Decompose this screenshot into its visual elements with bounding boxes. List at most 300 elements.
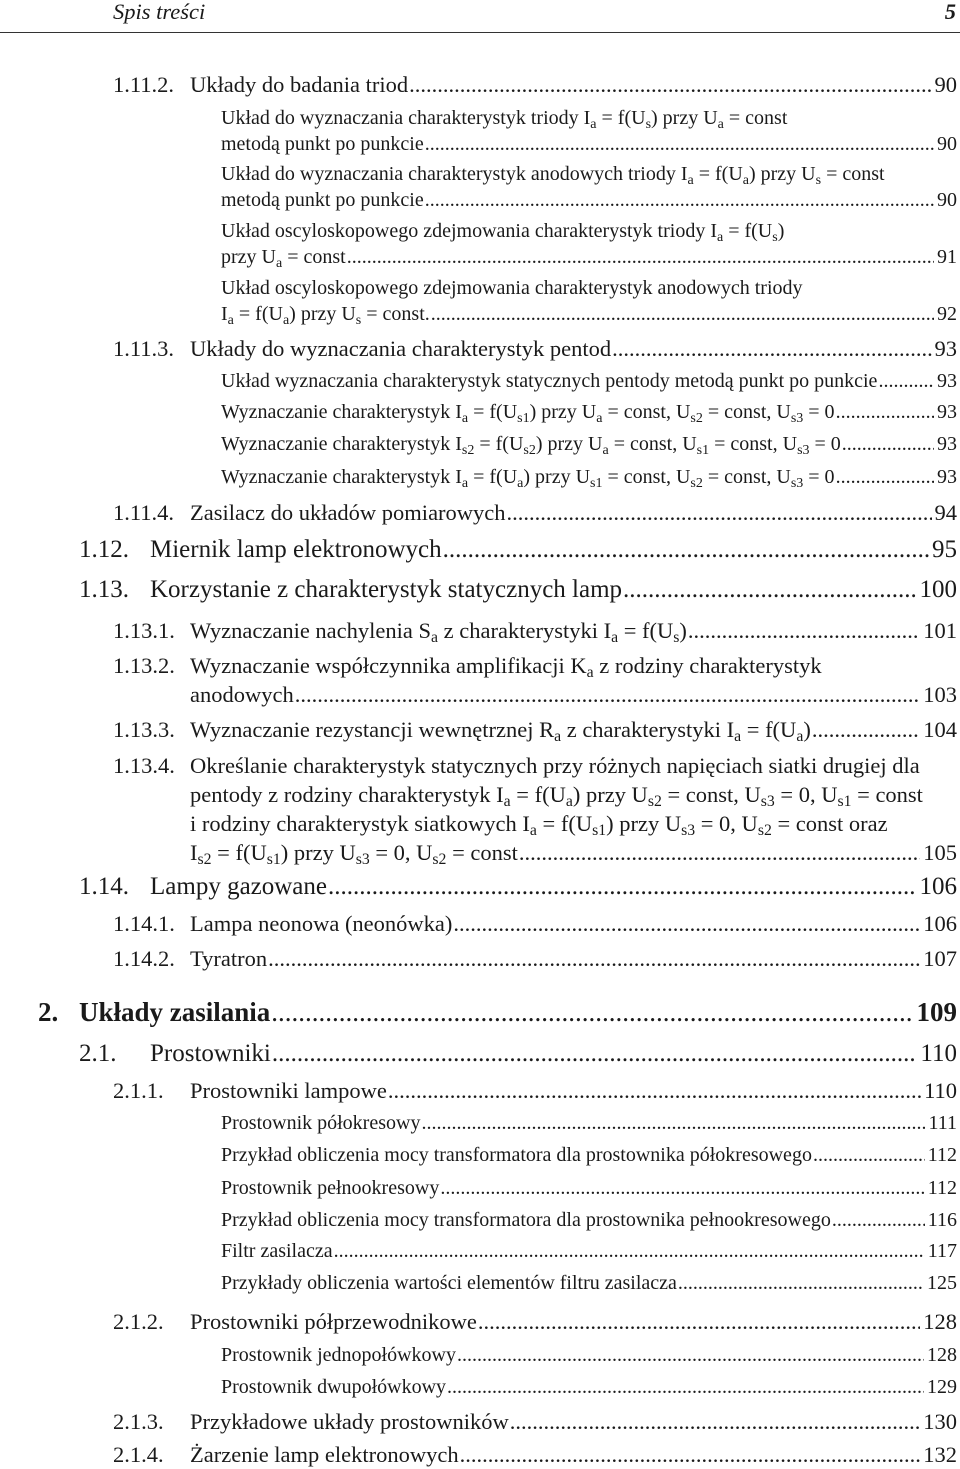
title-text: ) przy U (280, 839, 356, 865)
title-text: = f(U (536, 810, 593, 836)
entry-title (190, 616, 687, 645)
title-text: anodowych (190, 681, 294, 707)
entry-title (190, 1440, 459, 1469)
entry-line (221, 218, 957, 244)
entry-title (190, 944, 267, 973)
subscript: a (282, 312, 290, 328)
entry-title (190, 751, 920, 780)
entry-body (221, 161, 957, 213)
dot-leader (688, 616, 920, 645)
entry-title (190, 1407, 509, 1436)
page-number: 93 (937, 466, 957, 488)
entry-body (190, 1440, 957, 1469)
page-number: 128 (927, 1344, 957, 1366)
dot-leader (836, 464, 934, 490)
subscript: s1 (592, 821, 607, 839)
toc-entry (221, 161, 957, 213)
entry-line (190, 944, 957, 973)
title-text: Układ oscyloskopowego zdejmowania charakterystyk anodowych triody (221, 277, 803, 299)
section-number: 2.1.2. (113, 1308, 164, 1334)
entry-title (221, 1374, 446, 1400)
title-text: Filtr zasilacza (221, 1240, 333, 1262)
title-text: = f(U (741, 716, 797, 742)
entry-title (221, 131, 424, 157)
toc-entry (113, 616, 957, 645)
subscript: s (355, 312, 362, 328)
title-text: = 0, U (695, 810, 758, 836)
subscript: s2 (690, 475, 703, 491)
title-text: ) przy U (529, 401, 597, 423)
page-number: 109 (916, 997, 957, 1027)
title-text: = const, U (608, 433, 697, 455)
entry-line (221, 131, 957, 157)
section-number: 1.14. (79, 873, 129, 900)
title-text: = const, U (702, 466, 791, 488)
toc-entry (113, 715, 957, 744)
subscript: a (590, 116, 597, 132)
entry-body (190, 334, 957, 363)
dot-leader (272, 1037, 918, 1071)
entry-body (221, 399, 957, 425)
toc-entry (113, 909, 957, 938)
dot-leader (268, 944, 920, 973)
subscript: s2 (523, 442, 536, 458)
entry-title (190, 498, 506, 527)
entry-line (190, 334, 957, 363)
toc-entry (221, 1270, 957, 1296)
title-text: = 0, U (774, 781, 838, 807)
page-number: 93 (937, 401, 957, 423)
page-number: 116 (927, 1209, 957, 1231)
title-text: Przykład obliczenia mocy transformatora dla prostownika półokresowego (221, 1144, 812, 1166)
title-text: ) przy U (651, 107, 718, 129)
entry-line (190, 809, 957, 838)
toc-entry (221, 431, 957, 457)
entry-line (221, 275, 957, 301)
dot-leader (678, 1270, 924, 1296)
title-text: I (221, 303, 228, 325)
entry-title (221, 275, 803, 301)
title-text: = const oraz (771, 810, 888, 836)
section-number: 1.13.4. (113, 752, 175, 778)
subscript: a (431, 628, 439, 646)
subscript: s (815, 172, 822, 188)
entry-line (190, 751, 957, 780)
title-text: Prostowniki półprzewodnikowe (190, 1308, 477, 1334)
entry-body (190, 751, 957, 867)
entry-body (150, 533, 957, 567)
subscript: s3 (681, 821, 696, 839)
page-number: 95 (932, 536, 957, 563)
entry-line (190, 1307, 957, 1336)
entry-body (79, 994, 957, 1030)
page-number: 94 (934, 499, 957, 525)
subscript: a (742, 172, 749, 188)
entry-body (150, 870, 957, 904)
title-text: Prostownik jednopołówkowy (221, 1344, 456, 1366)
entry-title (221, 187, 424, 213)
dot-leader (295, 680, 921, 709)
page-number: 117 (927, 1240, 957, 1262)
page-number: 130 (923, 1408, 957, 1434)
title-text: = f(U (233, 303, 283, 325)
folio-page-number: 5 (944, 0, 956, 24)
entry-body (150, 1037, 957, 1071)
page-number: 111 (928, 1112, 957, 1134)
entry-title (190, 334, 611, 363)
entry-title (190, 651, 822, 680)
page-number: 129 (927, 1376, 957, 1398)
entry-line (221, 1142, 957, 1168)
entry-body (221, 431, 957, 457)
title-text: Przykłady obliczenia wartości elementów filtru zasilacza (221, 1272, 677, 1294)
subscript: a (503, 792, 511, 810)
dot-leader (425, 131, 934, 157)
entry-body (221, 275, 957, 327)
entry-line (221, 187, 957, 213)
section-number: 2.1. (79, 1040, 117, 1067)
dot-leader (507, 498, 932, 527)
title-text: Układ do wyznaczania charakterystyk triody I (221, 107, 591, 129)
entry-body (221, 368, 957, 394)
title-text: metodą punkt po punkcie (221, 133, 424, 155)
title-text: = const (851, 781, 923, 807)
subscript: a (734, 727, 742, 745)
dot-leader (623, 573, 916, 607)
dot-leader (812, 715, 920, 744)
title-text: = const (446, 839, 518, 865)
subscript: a (717, 116, 724, 132)
dot-leader (453, 909, 920, 938)
title-text: Wyznaczanie charakterystyk I (221, 433, 462, 455)
subscript: s2 (461, 442, 475, 458)
title-text: = f(U (211, 839, 267, 865)
entry-title (190, 1076, 387, 1105)
dot-leader (328, 870, 916, 904)
subscript: a (461, 475, 469, 491)
entry-line (150, 573, 957, 607)
subscript: s1 (590, 475, 603, 491)
entry-title (221, 105, 787, 131)
section-number: 2.1.1. (113, 1077, 164, 1103)
section-number: 2.1.3. (113, 1408, 164, 1434)
toc-entry (113, 1440, 957, 1469)
title-text: metodą punkt po punkcie (221, 189, 424, 211)
entry-body (190, 1076, 957, 1105)
entry-line (79, 994, 957, 1030)
subscript: a (611, 628, 619, 646)
title-text: ) przy U (572, 781, 648, 807)
page-number: 103 (923, 681, 957, 707)
subscript: s3 (790, 410, 804, 426)
entry-title (221, 399, 835, 425)
entry-line (190, 1440, 957, 1469)
entry-line (190, 498, 957, 527)
page-number: 107 (923, 945, 957, 971)
entry-title (221, 368, 877, 394)
page-number: 91 (937, 246, 957, 268)
entry-title (150, 533, 442, 567)
title-text: ) przy U (748, 163, 816, 185)
title-text: Wyznaczanie rezystancji wewnętrznej R (190, 716, 555, 742)
title-text: ) (679, 617, 687, 643)
entry-body (221, 1110, 957, 1136)
title-text: = const, U (702, 401, 791, 423)
toc-entry (221, 1374, 957, 1400)
section-number: 1.14.2. (113, 945, 175, 971)
subscript: a (602, 442, 609, 458)
entry-line (150, 533, 957, 567)
page-number: 101 (923, 617, 957, 643)
toc-entry (221, 399, 957, 425)
entry-body (221, 464, 957, 490)
entry-title (190, 780, 923, 809)
subscript: s3 (355, 850, 370, 868)
dot-leader (478, 1307, 920, 1336)
title-text: = const, U (661, 781, 761, 807)
title-text: = f(U (693, 163, 743, 185)
subscript: s2 (432, 850, 447, 868)
title-text: przy U (221, 246, 276, 268)
subscript: a (716, 229, 724, 245)
entry-body (190, 616, 957, 645)
page-number: 106 (923, 910, 957, 936)
title-text: I (190, 839, 198, 865)
entry-body (150, 573, 957, 607)
entry-title (190, 680, 294, 709)
section-number: 1.11.3. (113, 335, 175, 361)
title-text: Wyznaczanie nachylenia S (190, 617, 432, 643)
entry-line (150, 1037, 957, 1071)
toc-entry (79, 870, 957, 904)
toc-entry (113, 498, 957, 527)
title-text: ) przy U (606, 810, 682, 836)
title-text: = const (723, 107, 788, 129)
title-text: Prostowniki lampowe (190, 1077, 387, 1103)
entry-body (221, 1374, 957, 1400)
title-text: = const (821, 163, 885, 185)
title-text: ) przy U (535, 433, 603, 455)
entry-body (190, 1307, 957, 1336)
page-number: 128 (923, 1308, 957, 1334)
entry-line (221, 1110, 957, 1136)
subscript: s (645, 116, 652, 132)
page-number: 132 (923, 1441, 957, 1467)
dot-leader (813, 1142, 925, 1168)
entry-line (221, 244, 957, 270)
subscript: a (796, 727, 804, 745)
title-text: Układ do wyznaczania charakterystyk anodowych triody I (221, 163, 688, 185)
toc-entry (113, 1307, 957, 1336)
entry-line (190, 780, 957, 809)
entry-line (221, 1175, 957, 1201)
toc-entry (221, 218, 957, 270)
title-text: Wyznaczanie współczynnika amplifikacji K (190, 652, 587, 678)
section-number: 1.13.1. (113, 617, 175, 643)
subscript: a (461, 410, 469, 426)
title-text: Wyznaczanie charakterystyk I (221, 401, 462, 423)
dot-leader (271, 994, 913, 1030)
entry-title (221, 1238, 333, 1264)
title-text: Korzystanie z charakterystyk statycznych lamp (150, 576, 623, 603)
dot-leader (519, 838, 920, 867)
entry-title (190, 715, 811, 744)
section-number: 2. (38, 997, 59, 1027)
title-text: ) (803, 716, 811, 742)
toc-entry (113, 70, 957, 99)
toc-entry (113, 334, 957, 363)
title-text: = const. (361, 303, 430, 325)
dot-leader (510, 1407, 921, 1436)
subscript: s1 (837, 792, 852, 810)
subscript: a (586, 663, 594, 681)
toc-entry (113, 751, 957, 867)
subscript: s3 (797, 442, 810, 458)
title-text: i rodziny charakterystyk siatkowych I (190, 810, 530, 836)
entry-body (190, 715, 957, 744)
dot-leader (409, 70, 931, 99)
toc-entry (79, 573, 957, 607)
entry-line (190, 680, 957, 709)
entry-title (221, 1175, 439, 1201)
dot-leader (421, 1110, 925, 1136)
subscript: a (596, 410, 603, 426)
dot-leader (460, 1440, 921, 1469)
title-text: = f(U (474, 433, 524, 455)
dot-leader (832, 1207, 925, 1233)
entry-body (221, 1238, 957, 1264)
toc-entry (221, 1342, 957, 1368)
page-number: 93 (934, 335, 957, 361)
entry-line (190, 651, 957, 680)
section-number: 1.11.2. (113, 71, 175, 97)
page-number: 90 (934, 71, 957, 97)
title-text: = const, U (709, 433, 798, 455)
entry-title (150, 1037, 271, 1071)
toc-entry (38, 994, 957, 1030)
subscript: a (275, 255, 283, 271)
entry-body (221, 1207, 957, 1233)
title-text: Lampa neonowa (neonówka) (190, 910, 453, 936)
entry-title (221, 464, 835, 490)
entry-line (221, 431, 957, 457)
subscript: s3 (760, 792, 775, 810)
dot-leader (457, 1342, 924, 1368)
toc-entry (221, 464, 957, 490)
toc-entry (79, 533, 957, 567)
entry-body (190, 651, 957, 709)
toc-entry (113, 651, 957, 709)
title-text: z charakterystyki I (561, 716, 735, 742)
entry-body (190, 909, 957, 938)
entry-body (221, 1270, 957, 1296)
entry-title (221, 301, 430, 327)
entry-title (190, 70, 408, 99)
title-text: Określanie charakterystyk statycznych przy różnych napięciach siatki drugiej dla (190, 752, 920, 778)
toc-entry (113, 1076, 957, 1105)
title-text: = 0, U (369, 839, 433, 865)
page-number: 104 (923, 716, 957, 742)
toc-entry (79, 1037, 957, 1071)
entry-title (221, 1270, 677, 1296)
entry-title (79, 994, 270, 1030)
entry-title (190, 909, 452, 938)
page-number: 92 (937, 303, 957, 325)
dot-leader (836, 399, 934, 425)
subscript: s2 (757, 821, 772, 839)
subscript: s (673, 628, 680, 646)
title-text: = f(U (468, 466, 518, 488)
title-text: Układy do badania triod (190, 71, 409, 97)
entry-body (221, 1142, 957, 1168)
entry-line (221, 105, 957, 131)
title-text: Żarzenie lamp elektronowych (190, 1441, 459, 1467)
dot-leader (440, 1175, 924, 1201)
page-number: 112 (927, 1177, 957, 1199)
title-text: = f(U (510, 781, 566, 807)
dot-leader (334, 1238, 925, 1264)
title-text: Miernik lamp elektronowych (150, 536, 442, 563)
entry-title (221, 1342, 456, 1368)
title-text: Tyratron (190, 945, 268, 971)
entry-body (221, 218, 957, 270)
entry-title (221, 1207, 831, 1233)
title-text: Układ wyznaczania charakterystyk statycznych pentody metodą punkt po punkcie (221, 370, 878, 392)
entry-line (221, 1238, 957, 1264)
entry-body (190, 1407, 957, 1436)
title-text: Prostownik półokresowy (221, 1112, 421, 1134)
title-text: Przykładowe układy prostowników (190, 1408, 509, 1434)
section-number: 1.13.3. (113, 716, 175, 742)
entry-title (221, 161, 885, 187)
title-text: Układy do wyznaczania charakterystyk pentod (190, 335, 612, 361)
title-text: = 0 (803, 466, 835, 488)
subscript: a (554, 727, 562, 745)
section-number: 1.13.2. (113, 652, 175, 678)
toc-entry (221, 1238, 957, 1264)
subscript: s (772, 229, 778, 245)
entry-line (221, 1342, 957, 1368)
title-text: = f(U (723, 220, 773, 242)
entry-title (190, 1307, 477, 1336)
page-number: 105 (923, 839, 957, 865)
subscript: s2 (690, 410, 703, 426)
toc-entry (221, 368, 957, 394)
entry-title (221, 218, 784, 244)
subscript: s1 (266, 850, 281, 868)
title-text: Lampy gazowane (150, 873, 328, 900)
page-number: 100 (919, 576, 957, 603)
toc-entry (221, 1207, 957, 1233)
title-text: pentody z rodziny charakterystyk I (190, 781, 504, 807)
toc-entry (113, 1407, 957, 1436)
entry-line (221, 1374, 957, 1400)
dot-leader (842, 431, 934, 457)
title-text: = f(U (468, 401, 518, 423)
entry-line (221, 1270, 957, 1296)
title-text: z rodziny charakterystyk (593, 652, 822, 678)
toc-entry (221, 105, 957, 157)
title-text: Wyznaczanie charakterystyk I (221, 466, 462, 488)
entry-body (221, 1175, 957, 1201)
entry-line (190, 715, 957, 744)
section-number: 1.12. (79, 536, 129, 563)
section-number: 1.13. (79, 576, 129, 603)
title-text: Prostownik pełnookresowy (221, 1177, 440, 1199)
entry-line (221, 399, 957, 425)
page-number: 110 (920, 1040, 957, 1067)
subscript: s1 (696, 442, 710, 458)
